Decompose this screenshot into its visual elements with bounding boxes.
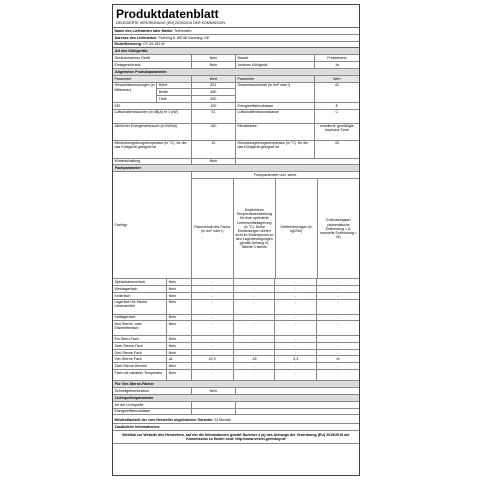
fach-present: Nein — [167, 279, 192, 285]
fach-name: Lagerfach für frische Lebensmittel — [113, 300, 167, 314]
fach-name: Fach mit variabler Temperatur — [113, 370, 167, 380]
col-header: Wert — [333, 76, 341, 81]
art-label: Bauart — [236, 55, 315, 61]
fach-value: - — [337, 293, 339, 298]
fach-value: -18 — [234, 356, 276, 362]
fach-value: - — [275, 343, 317, 349]
dim-label: Breite — [157, 89, 190, 96]
fach-value: - — [275, 363, 317, 369]
art-value: Nein — [192, 62, 236, 68]
fach-value: - — [337, 343, 339, 348]
fach-value: - — [192, 363, 234, 369]
fach-row — [113, 356, 359, 363]
noise-row — [113, 110, 359, 124]
noise-value: 41 — [192, 110, 236, 123]
fach-name: Speisekammerfach — [113, 279, 167, 285]
fach-value: - — [234, 350, 276, 356]
noise-class-label: Luftschallemissionsklasse — [236, 110, 315, 123]
fach-present: Nein — [167, 363, 192, 369]
fach-name: Weinlagerfach — [113, 286, 167, 292]
art-label: Geräuscharmes Gerät — [113, 55, 192, 61]
fach-value: - — [192, 279, 234, 285]
dim-value: 821 — [192, 83, 235, 90]
fach-value: - — [192, 293, 234, 299]
fach-value: 3,3 — [275, 356, 317, 362]
fach-value: - — [337, 315, 339, 320]
fach-value: - — [337, 286, 339, 291]
fach-name: Ein-Stern-Fach — [113, 336, 167, 342]
dims-row — [113, 83, 359, 103]
fach-present: Nein — [167, 315, 192, 321]
garantie-row — [113, 417, 359, 424]
fach-value: - — [275, 315, 317, 321]
fach-row — [113, 315, 359, 322]
address-row — [113, 35, 359, 42]
fach-row — [113, 343, 359, 350]
fach-row — [113, 321, 359, 336]
fach-row — [113, 363, 359, 370]
fach-name: Kaltlagerfach — [113, 315, 167, 321]
fach-col-header: Rauminhalt des Fachs (in dm³ oder l) — [192, 179, 234, 278]
eei-value: 100 — [192, 103, 236, 109]
art-value: Nein — [192, 55, 236, 61]
col-header: Parameter — [236, 76, 315, 82]
volume-value: 43 — [334, 83, 339, 88]
fach-present: Nein — [167, 293, 192, 299]
section-params: Allgemeine Produktparameter: — [113, 69, 359, 76]
fach-value: - — [275, 350, 317, 356]
noise-class-value: C — [335, 110, 339, 115]
dim-label: Tiefe — [158, 96, 167, 101]
fach-value: - — [275, 336, 317, 342]
schnell-label: Schnellgefrierfunktion — [113, 388, 192, 394]
fach-col-header: Fachtyp — [113, 172, 192, 278]
fach-present: Nein — [167, 300, 192, 314]
licht-label: Energieeffizienzklasse — [113, 409, 192, 415]
fach-header-row — [113, 172, 359, 279]
licht-value — [192, 402, 236, 408]
energy-class-label: Energieeffizienzklasse — [236, 103, 315, 109]
fach-value: - — [192, 343, 234, 349]
energy-label: Jährlicher Energieverbrauch (in kWh/a) — [113, 124, 192, 140]
fach-value: M — [336, 357, 340, 362]
col-header: Wert — [192, 76, 236, 82]
max-temp-label: Höchstumgebungstemperatur (in °C), für die das Kühlgerät geeignet ist — [236, 141, 315, 158]
dim-value: 480 — [192, 89, 235, 96]
fach-value: - — [192, 286, 234, 292]
fach-row — [113, 350, 359, 357]
fach-col-header: Empfohlene Temperatureinstellung für eine optimierte Lebensmittellagerung (in °C). Diese Einstellungen dürfen nicht im Widerspruch zu den Lagerbedingungen gemäß Anhang IV, Tabelle 3 stehen — [234, 179, 276, 278]
fach-value: - — [275, 293, 317, 299]
garantie-value: 24 Monate — [214, 418, 232, 423]
fach-name: Null-Sterne- oder Eisbereiterfach — [113, 321, 167, 335]
fach-present: Nein — [167, 350, 192, 356]
section-art: Art des Kühlgeräts: — [113, 48, 359, 55]
schnell-value: Nein — [192, 388, 236, 394]
licht-row — [113, 402, 359, 409]
fach-table — [113, 279, 359, 380]
fach-value: - — [275, 321, 317, 335]
col-header: Parameter — [113, 76, 192, 82]
energy-class-value: E — [335, 103, 339, 108]
art-label: Einlagerschrank: — [113, 62, 192, 68]
fach-present: Nein — [167, 336, 192, 342]
supplier-label: Name des Lieferanten oder Marke: — [114, 28, 174, 33]
param-col-headers — [113, 76, 359, 83]
dim-label: Höhe — [157, 83, 190, 90]
winter-label: Winterschaltung — [113, 159, 192, 165]
fach-present: Nein — [167, 321, 192, 335]
fach-value: - — [192, 300, 234, 314]
eei-label: EEI — [113, 103, 192, 109]
art-label: Anderes Kühlgerät — [236, 62, 315, 68]
fach-value: - — [234, 336, 276, 342]
fach-row — [113, 293, 359, 300]
art-row — [113, 62, 359, 69]
climate-value: erweiterte gemäßigte tropische Zone — [319, 124, 354, 133]
licht-label: Art der Lichtquelle — [113, 402, 192, 408]
fach-value: - — [337, 337, 339, 342]
weblink-note: Weblink zur Website des Herstellers, auf der die Informationen gemäß Nummer 4 (a) des Anhangs der Verordnung (EU) 2019/2019 der Kommission zu finden sind: http://www.vestel-germany.de — [113, 431, 359, 444]
section-fach: Fachparameter: — [113, 165, 359, 172]
page-title: Produktdatenblatt — [116, 7, 219, 21]
noise-label: Luftschallemissionen (in dB(A) re 1 pW) — [113, 110, 192, 123]
fach-value: - — [337, 322, 339, 327]
energy-value: 160 — [192, 124, 236, 140]
max-temp-value: 43 — [334, 141, 339, 146]
fach-row — [113, 300, 359, 315]
zusatz-header: Zusätzliche Informationen: — [114, 424, 161, 429]
fach-value: - — [337, 350, 339, 355]
fach-present: Nein — [167, 343, 192, 349]
fach-present: Ja — [167, 356, 192, 362]
model-row — [113, 42, 359, 49]
fach-row — [113, 370, 359, 381]
supplier-row — [113, 28, 359, 35]
fach-value: - — [234, 315, 276, 321]
supplier-value: Telefunken — [174, 28, 192, 33]
fach-row — [113, 286, 359, 293]
section-licht: Lichtquellenparameter — [113, 395, 359, 402]
art-row — [113, 55, 359, 62]
licht-value — [192, 409, 236, 415]
fach-group-header: Fachparameter und -werte — [192, 172, 359, 179]
art-value: Freistehend — [327, 56, 347, 61]
zusatz-row — [113, 424, 359, 431]
fach-value: - — [192, 370, 234, 380]
fach-value: - — [234, 343, 276, 349]
fach-row — [113, 279, 359, 286]
fach-row — [113, 336, 359, 343]
min-temp-value: 10 — [192, 141, 236, 158]
address-value: Parkring 6, 85748 Garching, DE — [158, 35, 210, 40]
schnell-row — [113, 388, 359, 395]
fach-col-header: Entfrostungsart (automatische Entfrostung = A, manuelle Entfrostung = M) — [319, 218, 357, 239]
fach-value: - — [337, 363, 339, 368]
fach-value: - — [275, 370, 317, 380]
min-temp-label: Mindestumgebungstemperatur (in °C), für die das Kühlgerät geeignet ist — [113, 141, 192, 158]
fach-value: - — [275, 286, 317, 292]
fach-value: - — [234, 300, 276, 314]
fach-value: - — [192, 321, 234, 335]
fach-present: Nein — [167, 286, 192, 292]
dims-label: Gesamtabmessungen (in Millimeter) — [113, 83, 157, 102]
winter-value: Nein — [192, 159, 236, 165]
fach-value: - — [337, 280, 339, 285]
model-value: CF-34-181-W — [143, 42, 165, 47]
fach-value: - — [337, 370, 339, 375]
section-vier: Für Vier-Sterne-Fächer — [113, 381, 359, 388]
fach-value: - — [275, 300, 317, 314]
fach-value: - — [234, 363, 276, 369]
fach-name: Zwei-Sterne-Fach — [113, 343, 167, 349]
climate-label: Klimaklasse: — [236, 124, 315, 140]
garantie-label: Mindestlaufzeit der vom Hersteller angebotenen Garantie: — [114, 418, 214, 423]
fach-value: - — [234, 370, 276, 380]
dim-value: 530 — [210, 96, 217, 101]
licht-row — [113, 409, 359, 416]
model-label: Modellkennung: — [114, 42, 143, 47]
volume-label: Gesamtrauminhalt (in dm³ oder l) — [236, 83, 315, 102]
fach-value: 42,9 — [192, 356, 234, 362]
fach-col-header: Gefriervermögen (in kg/24h) — [276, 179, 318, 278]
eei-row — [113, 103, 359, 110]
energy-row — [113, 124, 359, 141]
fach-value: - — [275, 279, 317, 285]
product-datasheet — [112, 4, 360, 476]
fach-name: Kellerfach — [113, 293, 167, 299]
fach-name: Drei-Sterne-Fach — [113, 350, 167, 356]
fach-value: - — [234, 279, 276, 285]
fach-value: - — [192, 350, 234, 356]
fach-value: - — [337, 300, 339, 305]
fach-present: Nein — [167, 370, 192, 380]
fach-value: - — [192, 336, 234, 342]
winter-row — [113, 159, 359, 166]
fach-value: - — [234, 293, 276, 299]
temp-row — [113, 141, 359, 159]
address-label: Adresse des Lieferanten: — [114, 35, 158, 40]
fach-name: Vier-Sterne-Fach — [113, 356, 167, 362]
art-value: Ja — [334, 62, 339, 67]
fach-value: - — [192, 315, 234, 321]
fach-value: - — [234, 321, 276, 335]
fach-value: - — [234, 286, 276, 292]
fach-name: Zwei-Sterne-Bereich — [113, 363, 167, 369]
page-subtitle: DELEGIERTE VERORDNUNG (EU) 2019/2016 DER KOMMISSION — [113, 21, 359, 28]
